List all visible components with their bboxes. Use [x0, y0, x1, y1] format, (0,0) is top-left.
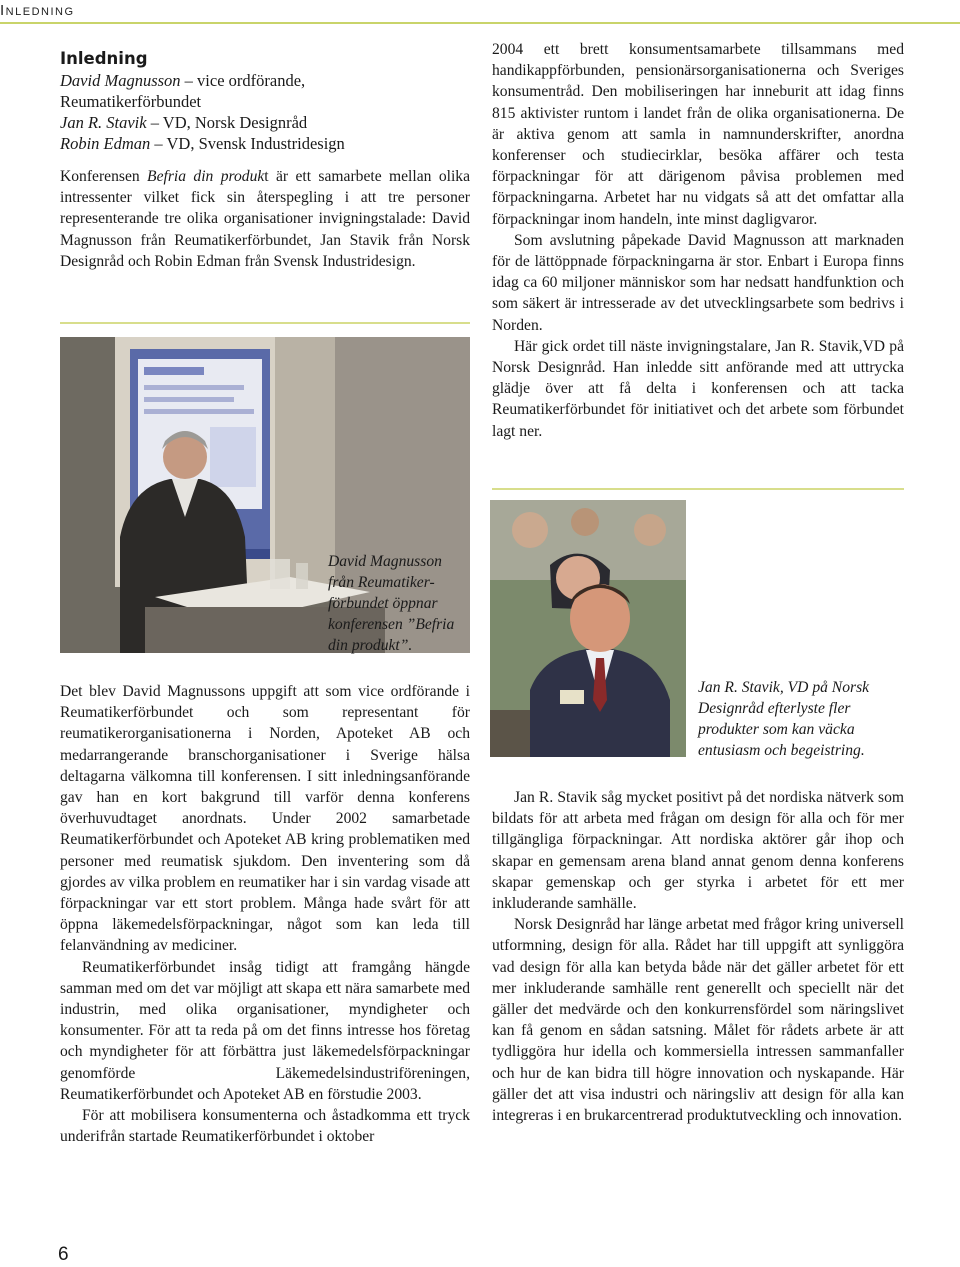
page-number: 6	[58, 1244, 69, 1265]
speaker-line	[60, 112, 470, 133]
photo-audience	[490, 500, 686, 757]
speaker-line	[60, 70, 470, 91]
body-paragraph: Jan R. Stavik såg mycket positivt på det nordiska nätverk som bildats för att arbeta med frågan om design för alla och för mer tillgängliga förpackningar. Att nordiska aktörer går ihop och skapar en gemensam arena bland annat genom denna konferens skapar gemenskap och ger styrka i arbetet för ett mer inkluderande samhälle.	[492, 789, 904, 913]
speaker-name: Jan R. Stavik	[60, 113, 147, 132]
body-paragraph: För att mobilisera konsumenterna och åstadkomma ett tryck underifrån startade Reumatikerförbundet i oktober	[60, 1107, 470, 1146]
body-paragraph: Reumatikerförbundet insåg tidigt att framgång hängde samman med om det var möjligt att skapa ett nära samarbete med industrin, med olika organisationer, myndigheter och konsumenter. För att ta reda på om det finns intresse hos företag och myndigheter för att förbättra just läkemedelsförpackningar genomförde Läkemedelsindustriföreningen, Reumatikerförbundet och Apoteket AB en förstudie 2003.	[60, 958, 470, 1103]
speaker-dash: –	[146, 113, 163, 132]
conference-name: Befria din produk	[147, 168, 265, 185]
body-paragraph: Som avslutning påpekade David Magnusson att marknaden för de lättöppnade förpackningarna är stor. Enbart i Europa finns idag ca 60 miljoner människor som har nedsatt handfunktion och som säkert är intresserade av det utvecklingsarbete som bedrivs i Norden.	[492, 231, 904, 334]
audience-photo-image	[490, 500, 686, 757]
speaker-line	[60, 91, 470, 112]
speaker-role: vice ordförande,	[197, 71, 306, 90]
body-column-right-top	[492, 39, 904, 442]
speaker-name: Robin Edman	[60, 134, 151, 153]
body-column-right-bottom	[492, 787, 904, 1126]
speaker-role: Reumatikerförbundet	[60, 92, 202, 111]
speaker-line	[60, 133, 470, 154]
speaker-name: David Magnusson	[60, 71, 181, 90]
section-header: Inledning	[0, 2, 75, 19]
photo-caption: Jan R. Stavik, VD på Norsk Designråd efterlyste fler produkter som kan väcka entusiasm och begeistring.	[698, 679, 870, 759]
intro-column	[60, 48, 470, 272]
intro-text-pre: Konferensen	[60, 168, 148, 185]
divider-rule	[492, 488, 904, 490]
speaker-role: VD, Norsk Designråd	[162, 113, 308, 132]
body-column-left	[60, 681, 470, 1147]
intro-text-post: t är ett samarbete mellan olika intressenter vilket fick sin återspegling i att tre personer representerande tre olika organisationer invigningstalade: David Magnusson från Reumatikerförbundet, Jan Stavik från Norsk Designråd och Robin Edman från Svensk Industridesign.	[60, 168, 470, 270]
body-paragraph: Norsk Designråd har länge arbetat med frågor kring universell utformning, design för alla. Rådet har till uppgift att synliggöra vad design för alla kan betyda både när det gäller arbetet för ett mer inkluderande samhälle rent generellt och speciellt när det gäller det medvärde och den konkurrensfördel som näringslivet kan få genom en sådan satsning. Målet för rådets arbete är att tydliggöra hur idella och kommersiella intressen sammanfaller och hur de kan bidra till högre innovation och nyskapande. Här gäller det att visa industri och näringsliv att design för alla kan integreras i en brukarcentrerad produktutveckling och innovation.	[492, 916, 904, 1125]
intro-paragraph	[60, 166, 470, 272]
divider-rule	[60, 322, 470, 324]
body-paragraph: Här gick ordet till näste invigningstalare, Jan R. Stavik,VD på Norsk Designråd. Han inledde sitt anförande med att uttrycka glädje över att få delta i konferensen och att tacka Reumatikerförbundet för initiativet och det arbete som förbundet lagt ner.	[492, 337, 904, 440]
photo-caption: David Magnusson från Reumatiker-förbundet öppnar konferensen ”Befria din produkt”.	[328, 553, 455, 654]
speaker-role: VD, Svensk Industridesign	[166, 134, 345, 153]
body-paragraph: 2004 ett brett konsumentsamarbete tillsammans med handikappförbunden, pensionärsorganisationerna och Sveriges konsumentråd. Den mobiliseringen har inneburit att idag finns 815 aktivister runtom i landet från de olika organisationerna. De är aktiva genom att samla in namnunderskrifter, anordna konferenser och studiecirklar, besöka affärer och testa förpackningar för att därigenom påvisa problemen med förpackningarna. Arbetet har nu vidgats så att det omfattar alla förpackningar inom handeln, inte minst dagligvaror.	[492, 41, 904, 228]
speaker-dash: –	[150, 134, 167, 153]
speaker-dash: –	[180, 71, 198, 90]
section-title: Inledning	[60, 49, 148, 68]
body-paragraph: Det blev David Magnussons uppgift att som vice ordförande i Reumatikerförbundet och som representant för reumatikerorganisationerna i Norden, Apoteket AB och medarrangerande branschorganisationer i Sverige hälsa deltagarna välkomna till konferensen. I sitt inledningsanförande gav han en kort bakgrund till varför denna konferens överhuvudtaget anordnats. Under 2002 samarbetade Reumatikerförbundet och Apoteket AB kring problematiken med personer med reumatisk sjukdom. Den inventering som då gjordes av vilka problem en reumatiker har i sin vardag visade att förpackningar var ett stort problem. Många hade svårt för att öppna läkemedelsförpackningar, något som kan leda till felanvändning av mediciner.	[60, 683, 470, 955]
header-rule	[0, 22, 960, 24]
